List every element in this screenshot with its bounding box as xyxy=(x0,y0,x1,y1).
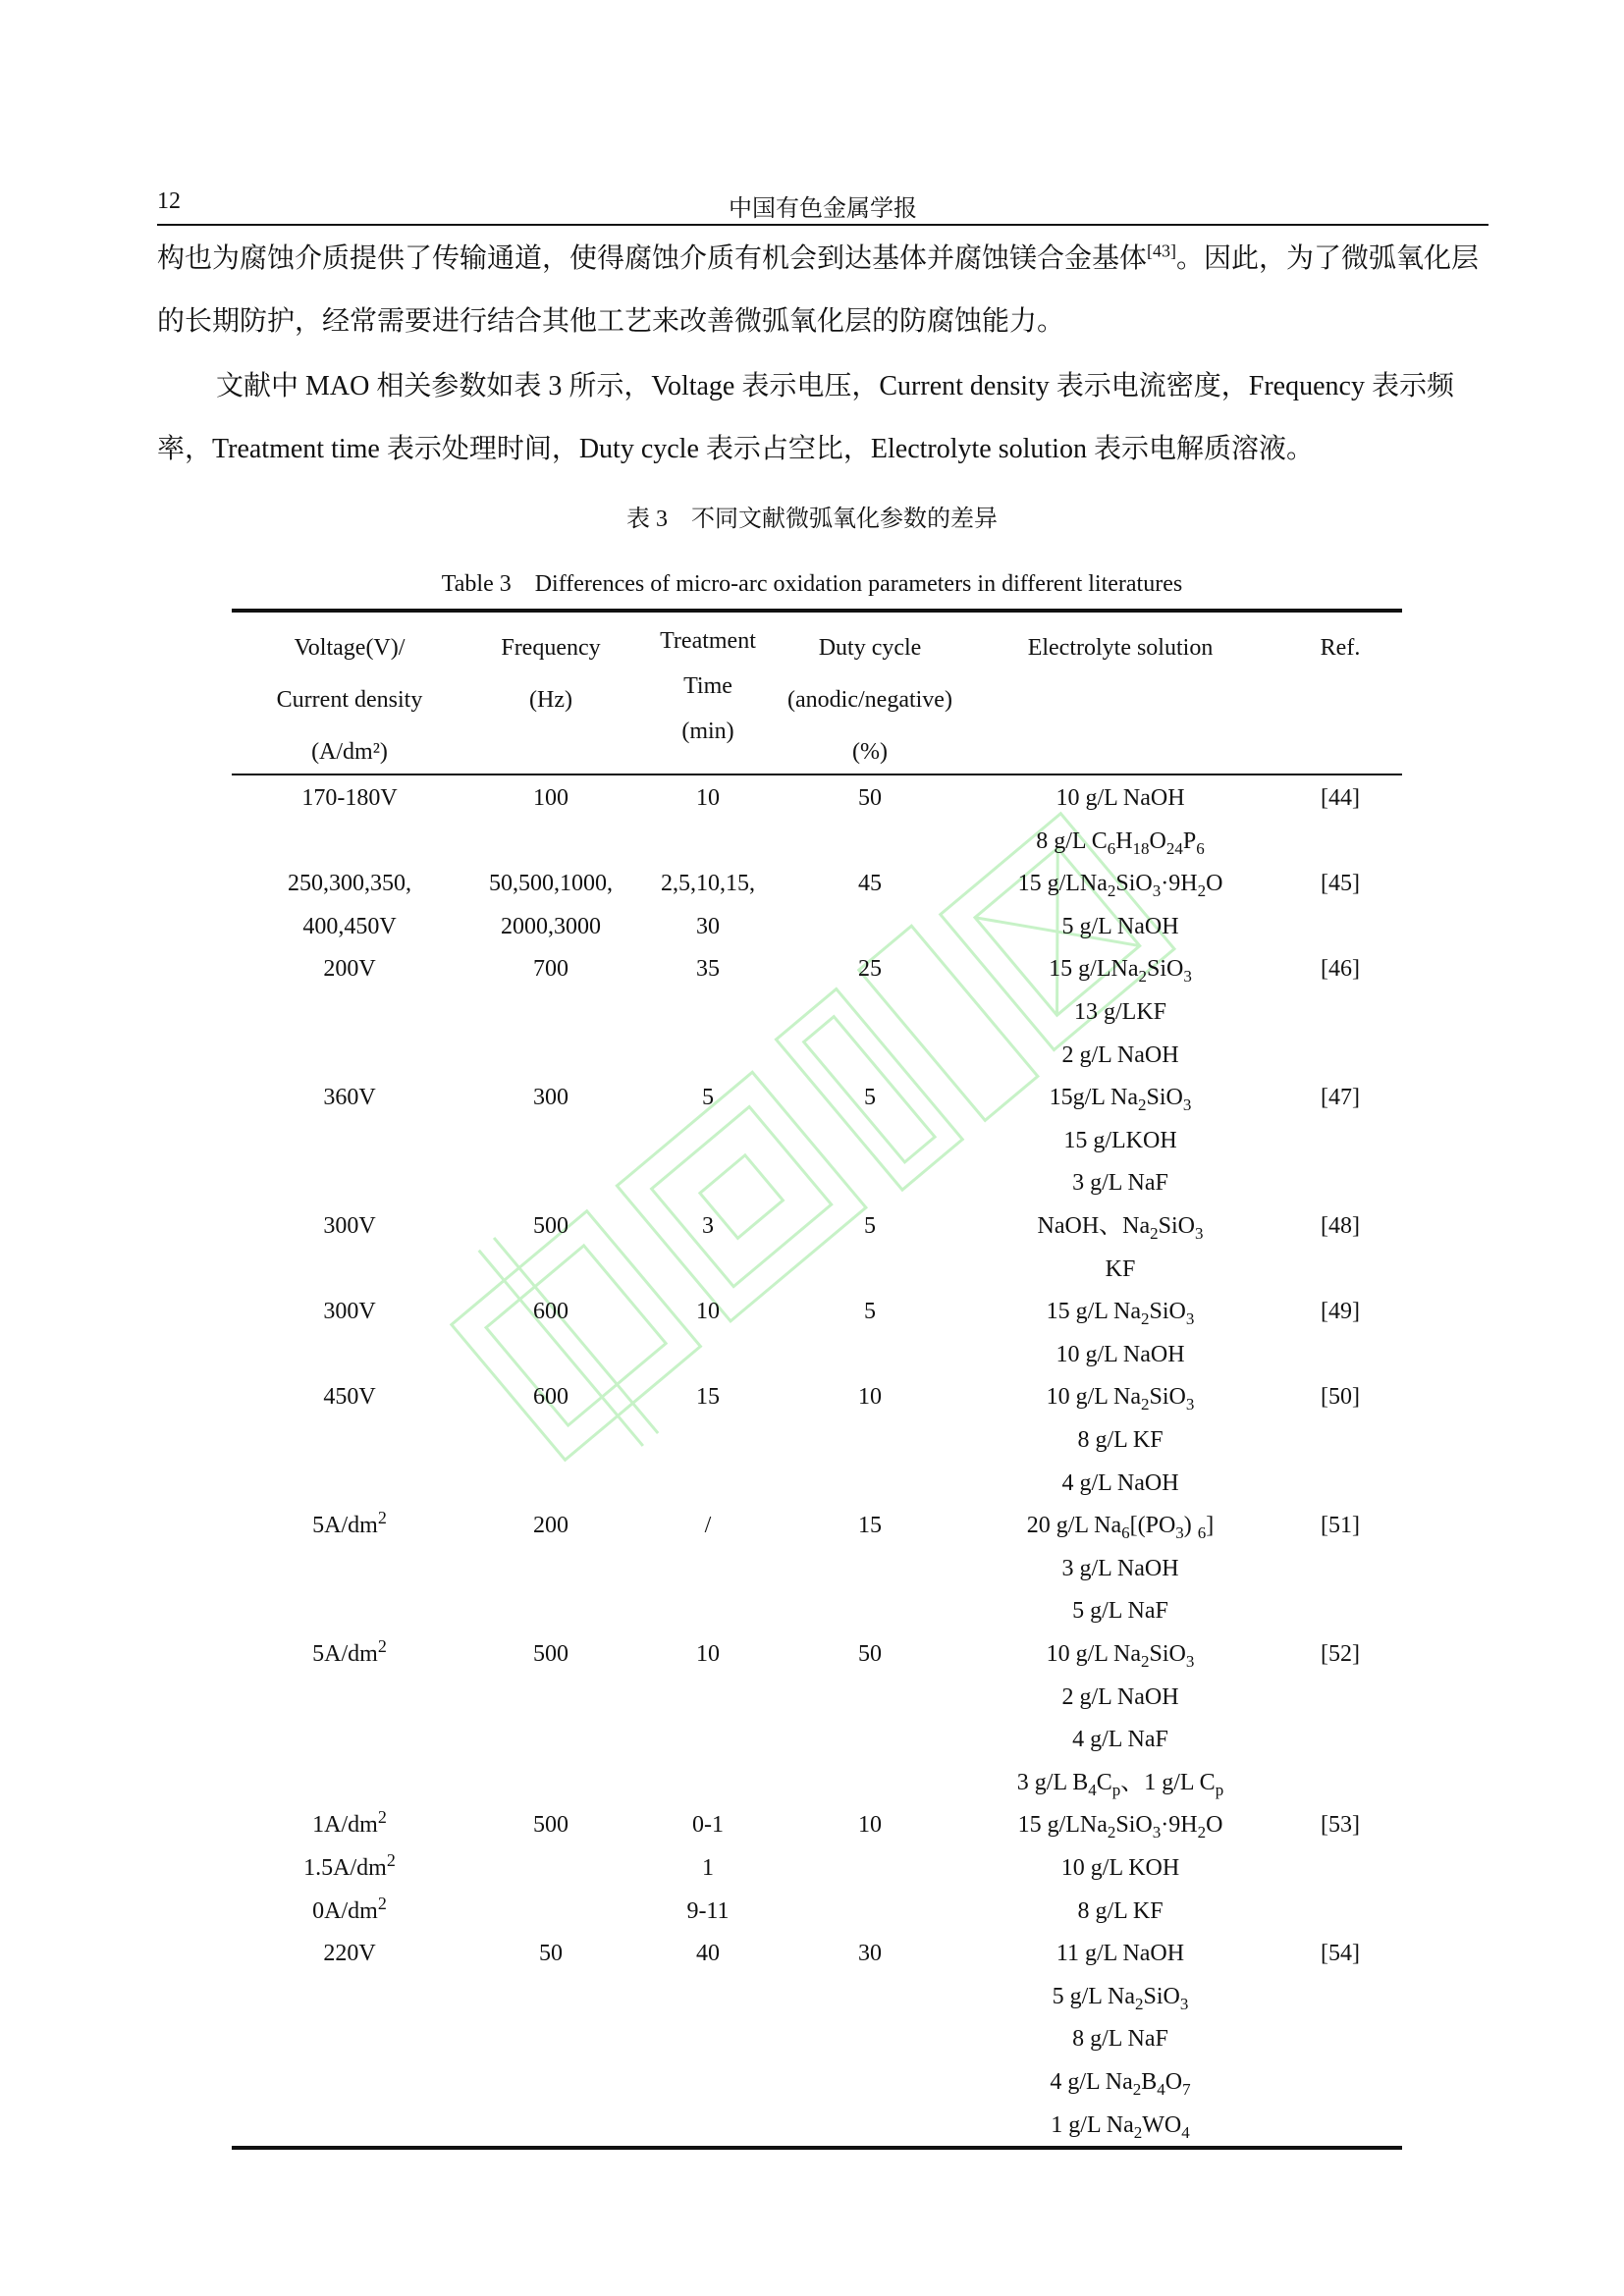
cell-electrolyte: 11 g/L NaOH 5 g/L $Na_2SiO_3$ 8 g/L NaF 4 g/L $Na_2B_4O_7$ 1 g/L $Na_2WO_4$ xyxy=(1050,1941,1191,2142)
cell-electrolyte: 15 g/L $Na_2SiO_3$ 10 g/L NaOH xyxy=(1046,1299,1195,1367)
table-top-rule xyxy=(232,609,1402,613)
header-rule xyxy=(157,224,1489,226)
cell-time: 3 xyxy=(702,1212,714,1239)
cell-frequency: 500 xyxy=(533,1212,568,1239)
cell-voltage: 360V xyxy=(323,1085,376,1111)
cell-time: 10 xyxy=(696,785,720,811)
cell-time: 15 xyxy=(696,1384,720,1411)
cell-duty: 50 xyxy=(858,1640,882,1667)
header-voltage: Voltage(V)/ Current density (A/dm²) xyxy=(276,635,423,765)
cell-duty: 5 xyxy=(864,1299,876,1325)
cell-frequency: 500 xyxy=(533,1812,568,1839)
cell-ref[interactable]: [51] xyxy=(1321,1513,1360,1539)
cell-electrolyte: 15 $g/LNa_2SiO_3\cdot 9H_2O$ 5 g/L NaOH xyxy=(1017,871,1223,939)
cell-frequency: 50,500,1000, 2000,3000 xyxy=(489,871,613,939)
cell-ref[interactable]: [45] xyxy=(1321,871,1360,897)
page-number: 12 xyxy=(157,188,181,214)
cell-ref[interactable]: [49] xyxy=(1321,1299,1360,1325)
table-body xyxy=(232,777,1402,2147)
cell-electrolyte: 10 g/L $Na_2SiO_3$ 8 g/L KF 4 g/L NaOH xyxy=(1046,1384,1195,1496)
cell-electrolyte: 15 $g/LNa_2SiO_3\cdot 9H_2O$ 10 g/L KOH 8 g/L KF xyxy=(1017,1812,1223,1924)
header-electrolyte: Electrolyte solution xyxy=(1027,635,1214,661)
cell-ref[interactable]: [52] xyxy=(1321,1640,1360,1667)
cell-duty: 5 xyxy=(864,1212,876,1239)
table-bottom-rule xyxy=(232,2146,1402,2150)
cell-ref[interactable]: [54] xyxy=(1321,1941,1360,1967)
header-ref: Ref. xyxy=(1320,635,1361,661)
cell-time: 2,5,10,15, 30 xyxy=(661,871,755,939)
cell-duty: 15 xyxy=(858,1513,882,1539)
cell-time: 5 xyxy=(702,1085,714,1111)
cell-voltage: 250,300,350, 400,450V xyxy=(288,871,411,939)
table-row xyxy=(232,1804,1402,1933)
cell-electrolyte: 15g/L $Na_2SiO_3$ 15 g/LKOH 3 g/L NaF xyxy=(1049,1085,1192,1197)
header-frequency: Frequency (Hz) xyxy=(501,635,601,713)
table-row xyxy=(232,1933,1402,2147)
cell-frequency: 700 xyxy=(533,956,568,983)
cell-voltage: 200V xyxy=(323,956,376,983)
cell-ref[interactable]: [48] xyxy=(1321,1212,1360,1239)
cell-time: 10 xyxy=(696,1299,720,1325)
cell-voltage: 220V xyxy=(323,1941,376,1967)
cell-voltage: $5A/dm^2$ xyxy=(312,1635,387,1667)
cell-frequency: 100 xyxy=(533,785,568,811)
body-paragraph-1 xyxy=(157,228,1489,353)
cell-time: 40 xyxy=(696,1941,720,1967)
cell-voltage: 300V xyxy=(323,1212,376,1239)
cell-ref[interactable]: [50] xyxy=(1321,1384,1360,1411)
cell-time: 35 xyxy=(696,956,720,983)
table-caption-en: Table 3 Differences of micro-arc oxidation parameters in different literatures xyxy=(441,571,1183,597)
table-header xyxy=(232,618,1402,772)
cell-electrolyte: NaOH、$Na_2SiO_3$ KF xyxy=(1037,1212,1204,1282)
cell-duty: 25 xyxy=(858,956,882,983)
cell-time: 0-1 1 9-11 xyxy=(686,1812,730,1924)
cell-voltage: 170-180V xyxy=(301,785,398,811)
p1-text-continued: 。因此，为了微弧氧化层的长期防护，经常需要进行结合其他工艺来改善微弧氧化层的防腐蚀能力。 xyxy=(157,243,1480,337)
cell-frequency: 500 xyxy=(533,1640,568,1667)
cell-electrolyte: 10 g/L NaOH 8 g/L $C_6H_{18}O_{24}P_6$ xyxy=(1036,785,1205,858)
cell-frequency: 600 xyxy=(533,1384,568,1411)
cell-frequency: 200 xyxy=(533,1513,568,1539)
cell-frequency: 600 xyxy=(533,1299,568,1325)
table-row xyxy=(232,863,1402,948)
cell-duty: 30 xyxy=(858,1941,882,1967)
cell-duty: 10 xyxy=(858,1812,882,1839)
cell-duty: 5 xyxy=(864,1085,876,1111)
cell-ref[interactable]: [44] xyxy=(1321,785,1360,811)
cell-duty: 10 xyxy=(858,1384,882,1411)
cell-electrolyte: 10 g/L $Na_2SiO_3$ 2 g/L NaOH 4 g/L NaF 3 g/L $B_4C_p$、1 g/L $C_p$ xyxy=(1016,1640,1224,1799)
cell-voltage: $1A/dm^2$ $1.5A/dm^2$ $0A/dm^2$ xyxy=(303,1807,396,1924)
cell-duty: 50 xyxy=(858,785,882,811)
cell-frequency: 50 xyxy=(539,1941,563,1967)
table-row xyxy=(232,1205,1402,1291)
cell-ref[interactable]: [46] xyxy=(1321,956,1360,983)
cell-electrolyte: 15 g/LNa$_2$SiO$_3$ 13 g/LKF 2 g/L NaOH xyxy=(1049,956,1192,1068)
citation-43[interactable]: [43] xyxy=(1147,240,1177,261)
table-row xyxy=(232,1505,1402,1633)
journal-title: 中国有色金属学报 xyxy=(729,196,917,222)
table-caption-cn: 表 3 不同文献微弧氧化参数的差异 xyxy=(626,507,998,532)
table-row xyxy=(232,1633,1402,1804)
cell-ref[interactable]: [47] xyxy=(1321,1085,1360,1111)
cell-frequency: 300 xyxy=(533,1085,568,1111)
cell-time: 10 xyxy=(696,1640,720,1667)
cell-voltage: 300V xyxy=(323,1299,376,1325)
table-header-rule xyxy=(232,774,1402,775)
table-row xyxy=(232,1376,1402,1505)
table-row xyxy=(232,1077,1402,1205)
page-header xyxy=(157,188,1489,220)
header-duty-cycle: Duty cycle (anodic/negative) (%) xyxy=(787,635,952,765)
body-paragraph-2: 文献中 MAO 相关参数如表 3 所示，Voltage 表示电压，Current density 表示电流密度，Frequency 表示频率，Treatment time 表示处理时间，Duty cycle 表示占空比，Electrolyte solution 表示电解质溶液。 xyxy=(157,371,1454,464)
p1-text: 构也为腐蚀介质提供了传输通道，使得腐蚀介质有机会到达基体并腐蚀镁合金基体 xyxy=(157,243,1148,274)
table-row xyxy=(232,948,1402,1077)
cell-duty: 45 xyxy=(858,871,882,897)
cell-ref[interactable]: [53] xyxy=(1321,1812,1360,1839)
cell-electrolyte: 20 g/L $Na_6[(PO_3)$ $_6$] 3 g/L NaOH 5 g/L NaF xyxy=(1026,1513,1215,1625)
cell-voltage: 450V xyxy=(323,1384,376,1411)
table-row xyxy=(232,777,1402,863)
cell-voltage: $5A/dm^2$ xyxy=(312,1508,387,1539)
header-treatment-time: Treatment Time (min) xyxy=(660,628,756,744)
cell-time: / xyxy=(704,1513,712,1539)
table-row xyxy=(232,1291,1402,1376)
